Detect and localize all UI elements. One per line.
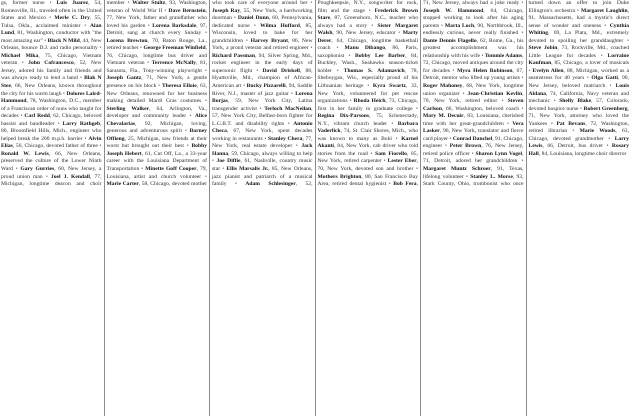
bullet-separator: • — [578, 105, 584, 112]
entry-details: , 96, New York, translator and fierce card player — [423, 128, 524, 142]
bullet-separator: • — [97, 143, 102, 150]
entry-details: , 86, New York, a proud veteran and retired engineer — [212, 37, 313, 52]
entry-details: , 64, Chicago, stopped working to look after his aging parents — [423, 7, 524, 29]
entry-details: , 71, New York, attorney who loved the Yankees — [528, 105, 629, 127]
entry-details: , 83, Louisiana, cherished time with her great-grandchildren — [423, 113, 524, 127]
entry-details: , 90, Northbrook, Ill., endlessly curious, never really finished — [423, 22, 524, 37]
entry-details: , 74, California, Navy veteran and mechanic — [528, 90, 629, 105]
entry-name: Jack Hanna — [212, 143, 313, 157]
entry-details: , 66, Detroit, bus driver — [542, 143, 604, 150]
entry-name: Bobby Joseph Hebert — [106, 143, 207, 157]
entry-name: Robert Greenberg — [583, 105, 628, 112]
entry-name: Joseph Gantz — [106, 75, 142, 82]
entry-name: Antonio Checa — [212, 120, 313, 135]
entry-name: Bob Fera — [393, 181, 417, 188]
bullet-separator: • — [45, 15, 55, 22]
bullet-separator: • — [284, 120, 294, 127]
entry-name: Lorena Borjas — [212, 90, 313, 105]
entry-name: Terrence McNally — [151, 60, 196, 67]
entry-details: , 59, New York City, Latina transgender activist — [212, 98, 313, 112]
bullet-separator: • — [288, 90, 296, 97]
bullet-separator: • — [442, 143, 450, 150]
entry-details: , 85, Chicago, a lover of musicals — [551, 60, 629, 67]
bullet-separator: • — [463, 173, 471, 180]
entry-name: Dolores Laird-Hammond — [1, 90, 102, 105]
bullet-separator: • — [528, 67, 533, 74]
bullet-separator: • — [503, 120, 513, 127]
entry-name: Bucky Pizzarelli — [246, 83, 286, 90]
entry-name: Barbara Vaderlick — [317, 120, 418, 135]
bullet-separator: • — [82, 135, 89, 142]
bullet-separator: • — [12, 166, 21, 173]
entry-details: , 66, New Orleans, preserved the culture of the Lower Ninth Ward — [1, 150, 102, 173]
entry-details: , 69, La Plata, Md., extremely devoted to spoiling her granddaughter — [528, 30, 629, 44]
entry-name: Joe Diffie — [216, 158, 241, 165]
entry-name: Kyra Swartz — [372, 83, 406, 90]
entry-details: , 55, New York, a hardworking doorman — [212, 7, 313, 22]
bullet-separator: • — [80, 22, 90, 29]
entry-details: , 60, Pennsylvania, dedicated nurse — [212, 15, 313, 29]
entry-name: Margaret Muntz Schroer — [423, 166, 491, 173]
bullet-separator: • — [262, 135, 269, 142]
entry-details: , 57, New York City, Belfast-born fighter for L.G.B.T. and disability rights — [212, 105, 313, 127]
bullet-separator: • — [252, 67, 263, 74]
entry-details: , 91, Texas, lifelong volunteer — [423, 166, 524, 180]
entry-name: Stanley L. Morse — [470, 173, 513, 180]
entry-name: Shelly Blake — [559, 98, 592, 105]
bullet-separator: • — [97, 45, 102, 52]
entry-details: , 85, New Orleans, jazz pianist and patriarch of a musical family — [212, 166, 313, 188]
entry-details: , 84, New York, cab driver who told stories from the road — [317, 143, 418, 157]
bullet-separator: • — [584, 75, 592, 82]
bullet-separator: • — [139, 166, 146, 173]
bullet-separator: • — [212, 158, 217, 165]
entry-details: , 64, Arlington, Va., developer and community leader — [106, 105, 207, 120]
bullet-separator: • — [459, 90, 468, 97]
bullet-separator: • — [292, 143, 302, 150]
entry-details: , 33, New York, volunteered for pet rescue organizations — [317, 83, 418, 105]
entry-name: Evelyn Allen — [532, 67, 564, 74]
bullet-separator: • — [519, 105, 524, 112]
entry-details: , 58, Chicago, devoted mother who took care of everyone around her — [138, 0, 308, 188]
entry-name: Margaret Laughlin — [580, 7, 628, 14]
entry-name: Terloch MacNeilan — [264, 105, 312, 112]
bullet-separator: • — [363, 83, 373, 90]
entry-name: Harvey Bryant — [250, 37, 288, 44]
bullet-separator: • — [449, 67, 458, 74]
bullet-separator: • — [182, 128, 190, 135]
entry-name: George Freeman Winfield — [143, 45, 206, 52]
entry-details: , 63, New Orleans, renowned for her business making detailed Mardi Gras costumes — [106, 83, 207, 105]
entry-details: , 77, Michigan, longtime deacon and choir member — [1, 0, 125, 188]
entry-name: Pat Bevans — [556, 120, 586, 127]
entry-details: , 77, New York, real estate developer — [212, 135, 313, 150]
entry-details: , 84, Louisiana, longtime choir director — [538, 150, 627, 157]
bullet-separator: • — [469, 150, 476, 157]
entry-name: Richard Passman — [212, 52, 255, 59]
entry-name: Blak N Stee — [1, 75, 102, 90]
entry-name: Marie Carter — [106, 181, 139, 188]
bullet-separator: • — [256, 105, 265, 112]
bullet-separator: • — [201, 98, 207, 105]
entry-details: , 54, Romeoville, Ill., traveled often in the United States and Mexico — [1, 0, 102, 22]
entry-name: Peter Brown — [449, 143, 482, 150]
entry-name: Merle C. Dry — [54, 15, 90, 22]
entry-details: , 80, Bloomfield Hills, Mich., engineer who helped break the 200 m.p.h. barrier — [1, 120, 102, 142]
entry-details: , 75, Chicago, Vietnam veteran — [1, 52, 102, 67]
bullet-separator: • — [601, 22, 610, 29]
entry-name: Sharon Lynn Vogel — [475, 150, 523, 157]
entry-name: Alice Chevalarias — [106, 113, 207, 127]
entry-name: Karnel Akanti — [317, 135, 418, 150]
entry-name: Theresa Elloie — [162, 83, 197, 90]
entry-details: , 71, New York, a gentle presence on his block — [106, 75, 207, 90]
bullet-separator: • — [201, 173, 208, 180]
bullet-separator: • — [44, 0, 57, 6]
bullet-separator: • — [243, 37, 251, 44]
entry-name: Gary Gurries — [20, 166, 55, 173]
entry-details: , 97, Detroit, sang at church every Sunday — [106, 22, 207, 37]
entry-details: , 74, St. Clair Shores, Mich., who was known to many as Bobi — [317, 128, 418, 142]
bullet-separator: • — [42, 173, 51, 180]
entry-details: , 70, New York, retired editor — [423, 90, 524, 105]
entry-details: , 85, New York, retired carpenter — [317, 150, 418, 165]
entry-name: David Driskell — [262, 67, 300, 74]
entry-name: Mary M. Decuir — [423, 113, 464, 120]
bullet-separator: • — [144, 60, 152, 67]
entry-name: Cynthia Whiting — [528, 22, 629, 37]
entry-details: , 86, Paris, saxophonist — [317, 45, 419, 59]
entry-details: , 66, New Orleans, known throughout the city for his warm laugh — [1, 83, 102, 97]
obituary-entry — [1, 0, 45, 6]
entry-details: , 91, Massachusetts, had a mystic's direct sense of wonder and oneness — [528, 7, 629, 29]
entry-name: Roger Mahoney — [423, 83, 463, 90]
entry-name: Lorena Barksdale — [152, 22, 197, 29]
entry-name: Myra Helen Robinson — [457, 67, 513, 74]
entry-name: Ellis Marsalis Jr. — [226, 166, 269, 173]
entry-details: , 75, Schenectady, N.Y., vibrant church leader — [317, 113, 418, 127]
entry-name: Joseph Ray — [212, 7, 241, 14]
entry-name: Carl Redd — [24, 113, 50, 120]
entry-details: , 92, Michigan, loving, generous and adventurous spirit — [106, 120, 207, 135]
entry-details: , 52, New Jersey, adored his family and friends and was always ready to lend a hand — [1, 60, 102, 82]
entry-name: Thomas S. Adamavich — [343, 67, 405, 74]
bullet-separator: • — [201, 30, 208, 37]
entry-name: Dave Bernstein — [168, 7, 206, 14]
bullet-separator: • — [330, 45, 345, 52]
entry-name: Walter Stultz — [132, 0, 166, 6]
entry-name: Frederick Brown Stare — [317, 7, 419, 22]
bullet-separator: • — [595, 52, 608, 59]
entry-details: , 81, Washington, conductor with "the most amazing ear" — [1, 30, 102, 44]
entry-details: , 94, Silver Spring, Md., rocket engineer in the early days of supersonic flight — [212, 52, 313, 74]
entry-name: Marty Derer — [317, 30, 418, 44]
bullet-separator: • — [387, 120, 398, 127]
bullet-separator: • — [623, 37, 629, 44]
bullet-separator: • — [386, 181, 394, 188]
bullet-separator: • — [124, 0, 133, 6]
bullet-separator: • — [497, 98, 508, 105]
entry-details: , 62, Rome, Ga., his greatest accomplishment was his relationship with his wife — [423, 37, 524, 59]
bullet-separator: • — [201, 67, 207, 74]
entry-name: Lorraine Kaufman — [528, 52, 629, 67]
bullet-separator: • — [61, 90, 67, 97]
entry-name: Barney Offieng — [106, 128, 207, 142]
bullet-separator: • — [241, 83, 247, 90]
entry-name: Lester Eber — [387, 158, 417, 165]
entry-details: , 56, Chicago, devoted father of three — [12, 143, 98, 150]
entry-details: , 64, Chicago, longtime basketball coach — [317, 37, 418, 52]
entry-name: Black N Mild — [47, 37, 80, 44]
entry-details: , 71, New Jersey, always had a joke ready — [416, 0, 520, 188]
entry-details: , 85, Wisconsin, loved to bake for her grandchildren — [212, 22, 313, 44]
entry-details: , 76, Chicago, longtime bus driver and Vietnam veteran — [106, 45, 207, 67]
entry-name: Tommie Adams — [484, 52, 523, 59]
bullet-separator: • — [605, 83, 616, 90]
entry-details: , 79, Louisiana, artist and church volunteer — [106, 166, 207, 180]
entry-details: , 63, Chicago, devoted grandmother — [528, 128, 629, 142]
entry-details: , 72, Chicago, moved antiques around the city for decades — [423, 52, 524, 74]
bullet-separator: • — [77, 75, 85, 82]
entry-details: , 61, Nashville, country music star — [212, 158, 313, 173]
entry-name: Steven Carlson — [423, 98, 524, 112]
entry-name: Vera Lasker — [423, 120, 524, 135]
entry-name: Rhoda Heich — [353, 98, 386, 105]
entry-details: , 78, Sheboygan, Wis., especially proud of his Lithuanian heritage — [317, 67, 418, 90]
entry-name: Olga Gatti — [591, 75, 618, 82]
entry-name: Joseph W. Hammond — [423, 7, 484, 14]
entry-details: , 93, Stark County, Ohio, trombonist who once turned down an offer to join Duke Ellington's orchestra — [423, 0, 629, 188]
entry-details: , 90, New Jersey, beloved matriarch — [528, 75, 629, 90]
entry-name: Dante Dennis Flagello — [423, 37, 477, 44]
entry-name: Steve Jobin — [528, 45, 558, 52]
entry-name: Sam Fiorello — [375, 150, 407, 157]
entry-details: , 81, Sarasota, Fla., Tony-winning playwright — [106, 60, 207, 74]
bullet-separator: • — [575, 7, 581, 14]
entry-name: Sterling Walker — [106, 105, 150, 112]
entry-details: , 90, New Jersey, educator — [332, 30, 396, 37]
entry-details: , 76, New Jersey, retired police officer — [423, 143, 524, 157]
entry-name: Mothers Brighton — [317, 173, 362, 180]
entry-name: Larry Rathgeb — [62, 120, 101, 127]
bullet-separator: • — [567, 128, 580, 135]
bullet-separator: • — [517, 158, 524, 165]
bullet-separator: • — [42, 37, 48, 44]
entry-details: , 80, San Francisco Bay Area, retired dental hygienist — [317, 173, 418, 188]
entry-details: , 70, Baton Rouge, La., retired teacher — [106, 37, 208, 52]
bullet-separator: • — [603, 135, 615, 142]
bullet-separator: • — [331, 67, 344, 74]
entry-details: , 59, Chicago, always willing to help — [228, 150, 313, 157]
bullet-separator: • — [364, 7, 375, 14]
entry-name: Conrad Danchel — [452, 135, 493, 142]
entry-details: , 68, New York, longtime union organizer — [423, 83, 524, 97]
entry-details: , 67, New York, spent decades working in restaurants — [212, 128, 313, 142]
bullet-separator: • — [138, 45, 144, 52]
entry-name: Marie Woods — [579, 128, 616, 135]
bullet-separator: • — [54, 120, 63, 127]
bullet-separator: • — [381, 158, 388, 165]
entry-details: gs, former nurse — [1, 0, 45, 6]
entry-name: Stanley Chera — [268, 135, 303, 142]
entry-name: Manu Dibango — [344, 45, 386, 52]
bullet-separator: • — [518, 30, 524, 37]
entry-details: , 72, Washington, retired librarian — [528, 120, 629, 135]
entry-details: , 66, Washington, beloved coach — [441, 105, 520, 112]
bullet-separator: • — [547, 120, 557, 127]
entry-name: Ronald W. Lewis — [1, 150, 49, 157]
entry-details: , 91, Chicago, engineer — [423, 135, 524, 150]
bullet-separator: • — [367, 150, 376, 157]
bullet-separator: • — [480, 52, 485, 59]
bullet-separator: • — [186, 113, 195, 120]
entry-details: , 71, Detroit, adored her grandchildren — [423, 150, 524, 165]
bullet-separator: • — [519, 75, 524, 82]
entry-details: , 73, Rockville, Md., coached Little League for decades — [528, 45, 629, 59]
entry-details: , 87, Greensboro, N.C., teacher who always had a story — [317, 15, 418, 29]
entry-name: Alan Lund — [1, 22, 102, 37]
entry-details: , 93, Washington, veteran of World War II — [106, 0, 207, 14]
entry-name: Louis Aldana — [528, 83, 629, 97]
bullet-separator: • — [412, 105, 418, 112]
bullet-separator: • — [603, 143, 612, 150]
entry-details: , 44, New Orleans, bounce D.J. and radio personality — [1, 37, 102, 52]
bullet-separator: • — [391, 135, 402, 142]
entry-details: , 62, Chicago, beloved bassist and bandleader — [1, 113, 102, 127]
entry-details: , 84, Buckley, Wash., Seahawks season-ticket holder — [317, 52, 418, 74]
entry-details: , 88, Michigan, worked as a seamstress for 40 years — [528, 67, 630, 82]
entry-name: Lorena Brewton — [106, 37, 148, 44]
entry-name: Regina Dix-Parsons — [317, 113, 370, 120]
entry-details: , 70, New York, devoted son and brother — [317, 158, 418, 173]
entry-name: Jean-Christian Kevlin — [467, 90, 523, 97]
entry-name: Luis Juarez — [56, 0, 89, 6]
entry-name: Wilma Hufford — [260, 22, 300, 29]
entry-name: Rosary Hall — [528, 143, 629, 157]
entry-details: , 25, Michigan, saw friends at their worst but brought out their best — [106, 135, 207, 150]
entry-details: , 94, Saddle River, N.J., master of jazz guitar — [212, 83, 313, 97]
entry-details: , 57, Colorado, devoted hospice nurse — [528, 98, 630, 112]
entry-name: Bobby Lee Barber — [355, 52, 406, 59]
entry-name: John Cofrancesco — [28, 60, 74, 67]
entry-name: Marta Loch — [444, 22, 475, 29]
entry-details: , 88, Hyattsville, Md., champion of African-American art — [212, 67, 313, 90]
bullet-separator: • — [226, 181, 246, 188]
bullet-separator: • — [156, 83, 162, 90]
entry-details: , 61, Cut Off, La., a 33-year career with the Louisiana Department of Transportation — [106, 150, 207, 173]
bullet-separator: • — [549, 98, 560, 105]
bullet-separator: • — [413, 166, 419, 173]
bullet-separator: • — [249, 22, 261, 29]
entry-name: Minette Goff Cooper — [145, 166, 197, 173]
bullet-separator: • — [162, 7, 169, 14]
entry-details: , 78, Washington, D.C., member of a Franciscan order of nuns who taught for decades — [1, 98, 102, 120]
entry-details: , 55, Tulsa, Okla., acclaimed minister — [1, 15, 102, 29]
bullet-separator: • — [395, 30, 403, 37]
entry-name: Sister Margaret Walsh — [317, 22, 418, 37]
entry-details: , 67, Detroit, mentor who lifted up young artists — [423, 67, 524, 82]
bullet-separator: • — [17, 60, 29, 67]
entry-details: , 77, New York, father and grandfather who loved his garden — [106, 7, 207, 29]
entry-name: Daniel Dunn — [237, 15, 269, 22]
bullet-separator: • — [308, 45, 313, 52]
entry-name: Larry Lewis — [528, 135, 629, 150]
entry-name: Adam Schlesinger — [245, 181, 296, 188]
bullet-separator: • — [18, 113, 25, 120]
entry-details: , 73, Chicago, first in her family to graduate college — [317, 98, 418, 112]
bullet-separator: • — [231, 15, 238, 22]
bullet-separator: • — [344, 52, 356, 59]
bullet-separator: • — [347, 98, 354, 105]
bullet-separator: • — [183, 143, 192, 150]
entry-name: Michael Mika — [1, 52, 39, 59]
entry-details: , 52, Poughkeepsie, N.Y., songwriter for rock, film and the stage — [295, 0, 418, 188]
bullet-separator: • — [220, 166, 227, 173]
bullet-separator: • — [367, 22, 378, 29]
entry-details: , 60, New Jersey, a proud union man — [1, 166, 102, 180]
bullet-separator: • — [307, 0, 313, 6]
entry-name: Joel J. Kendall — [50, 173, 90, 180]
bullet-separator: • — [145, 22, 153, 29]
bullet-separator: • — [448, 135, 453, 142]
bullet-separator: • — [519, 0, 524, 6]
entry-name: Alvin Elias — [1, 135, 102, 150]
bullet-separator: • — [439, 22, 445, 29]
